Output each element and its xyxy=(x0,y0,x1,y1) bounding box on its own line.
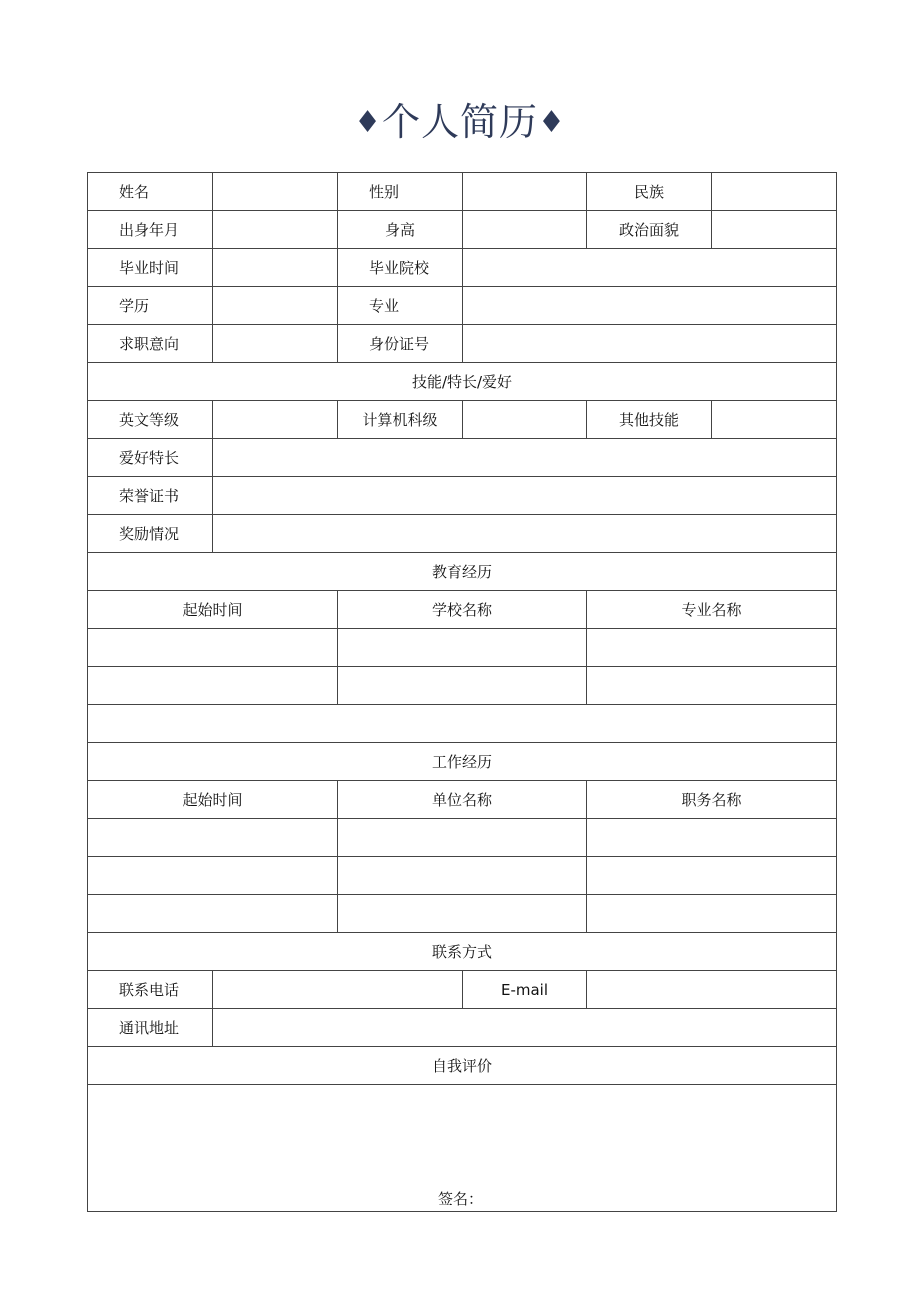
field-address[interactable] xyxy=(213,1009,837,1047)
edu-field-school[interactable] xyxy=(338,629,587,667)
field-awards[interactable] xyxy=(213,515,837,553)
field-grad-time[interactable] xyxy=(213,249,338,287)
edu-field-major[interactable] xyxy=(587,629,837,667)
row-contact-2 xyxy=(88,1009,837,1047)
row-work-header xyxy=(88,743,837,781)
row-basic-3 xyxy=(88,249,837,287)
row-work-columns xyxy=(88,781,837,819)
edu-field-major[interactable] xyxy=(587,667,837,705)
field-id-number[interactable] xyxy=(463,325,837,363)
section-header-education: 教育经历 xyxy=(88,553,837,591)
title-text: 个人简历 xyxy=(381,100,538,144)
section-header-self-eval: 自我评价 xyxy=(88,1047,837,1085)
row-self-eval-header xyxy=(88,1047,837,1085)
field-hobbies[interactable] xyxy=(213,439,837,477)
row-awards xyxy=(88,515,837,553)
field-phone[interactable] xyxy=(213,971,463,1009)
field-self-eval[interactable] xyxy=(88,1085,837,1212)
row-self-eval-body xyxy=(88,1085,837,1212)
work-field-position[interactable] xyxy=(587,857,837,895)
label-id-number: 身份证号 xyxy=(338,325,463,363)
field-other-skills[interactable] xyxy=(712,401,837,439)
work-field-company[interactable] xyxy=(338,819,587,857)
work-field-position[interactable] xyxy=(587,895,837,933)
edu-field-period[interactable] xyxy=(88,629,338,667)
label-grad-time: 毕业时间 xyxy=(88,249,213,287)
edu-col-school: 学校名称 xyxy=(338,591,587,629)
label-major: 专业 xyxy=(338,287,463,325)
work-row xyxy=(88,819,837,857)
work-field-company[interactable] xyxy=(338,857,587,895)
field-certificates[interactable] xyxy=(213,477,837,515)
edu-row xyxy=(88,629,837,667)
label-certificates: 荣誉证书 xyxy=(88,477,213,515)
label-birth: 出身年月 xyxy=(88,211,213,249)
field-education[interactable] xyxy=(213,287,338,325)
label-email: E-mail xyxy=(463,971,587,1009)
edu-row xyxy=(88,667,837,705)
label-ethnicity: 民族 xyxy=(587,173,712,211)
label-computer: 计算机科级 xyxy=(338,401,463,439)
field-ethnicity[interactable] xyxy=(712,173,837,211)
row-education-header xyxy=(88,553,837,591)
diamond-left-icon: ♦ xyxy=(354,105,382,140)
row-skills-1 xyxy=(88,401,837,439)
diamond-right-icon: ♦ xyxy=(538,105,566,140)
section-header-work: 工作经历 xyxy=(88,743,837,781)
row-contact-1 xyxy=(88,971,837,1009)
label-other-skills: 其他技能 xyxy=(587,401,712,439)
label-english: 英文等级 xyxy=(88,401,213,439)
label-awards: 奖励情况 xyxy=(88,515,213,553)
label-address: 通讯地址 xyxy=(88,1009,213,1047)
work-field-period[interactable] xyxy=(88,895,338,933)
edu-field-extra[interactable] xyxy=(88,705,837,743)
field-height[interactable] xyxy=(463,211,587,249)
work-field-period[interactable] xyxy=(88,857,338,895)
section-header-skills: 技能/特长/爱好 xyxy=(88,363,837,401)
edu-col-major: 专业名称 xyxy=(587,591,837,629)
label-education: 学历 xyxy=(88,287,213,325)
work-field-period[interactable] xyxy=(88,819,338,857)
label-job-intent: 求职意向 xyxy=(88,325,213,363)
field-gender[interactable] xyxy=(463,173,587,211)
row-education-columns xyxy=(88,591,837,629)
work-field-position[interactable] xyxy=(587,819,837,857)
row-skills-header xyxy=(88,363,837,401)
work-row xyxy=(88,857,837,895)
label-grad-school: 毕业院校 xyxy=(338,249,463,287)
field-political[interactable] xyxy=(712,211,837,249)
work-col-period: 起始时间 xyxy=(88,781,338,819)
field-grad-school[interactable] xyxy=(463,249,837,287)
field-computer[interactable] xyxy=(463,401,587,439)
signature-label: 签名： xyxy=(438,1190,484,1208)
label-hobbies: 爱好特长 xyxy=(88,439,213,477)
work-col-position: 职务名称 xyxy=(587,781,837,819)
row-contact-header xyxy=(88,933,837,971)
label-height: 身高 xyxy=(338,211,463,249)
work-row xyxy=(88,895,837,933)
label-gender: 性别 xyxy=(338,173,463,211)
section-header-contact: 联系方式 xyxy=(88,933,837,971)
row-basic-4 xyxy=(88,287,837,325)
row-hobbies xyxy=(88,439,837,477)
field-name[interactable] xyxy=(213,173,338,211)
row-basic-1 xyxy=(88,173,837,211)
label-phone: 联系电话 xyxy=(88,971,213,1009)
field-english[interactable] xyxy=(213,401,338,439)
work-col-company: 单位名称 xyxy=(338,781,587,819)
edu-col-period: 起始时间 xyxy=(88,591,338,629)
row-certificates xyxy=(88,477,837,515)
edu-field-school[interactable] xyxy=(338,667,587,705)
row-basic-5 xyxy=(88,325,837,363)
edu-field-period[interactable] xyxy=(88,667,338,705)
label-political: 政治面貌 xyxy=(587,211,712,249)
field-birth[interactable] xyxy=(213,211,338,249)
field-major[interactable] xyxy=(463,287,837,325)
field-job-intent[interactable] xyxy=(213,325,338,363)
label-name: 姓名 xyxy=(88,173,213,211)
edu-row-blank xyxy=(88,705,837,743)
field-email[interactable] xyxy=(587,971,837,1009)
page-title xyxy=(0,92,920,153)
resume-table xyxy=(87,172,837,1212)
work-field-company[interactable] xyxy=(338,895,587,933)
row-basic-2 xyxy=(88,211,837,249)
